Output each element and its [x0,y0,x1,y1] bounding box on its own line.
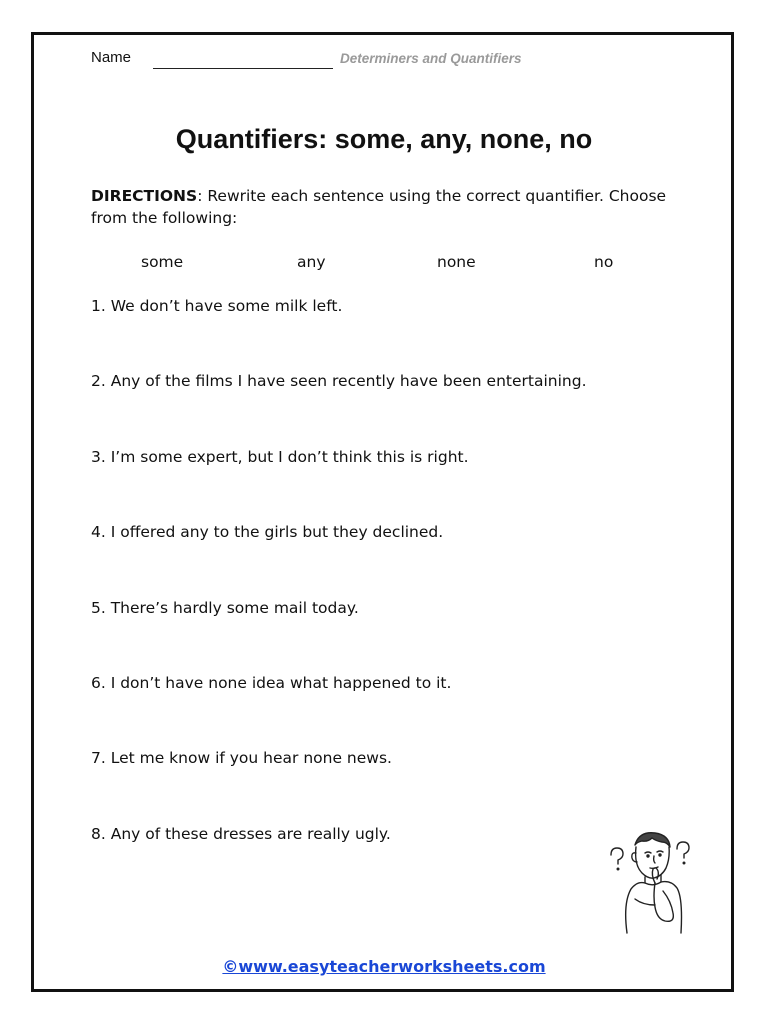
directions-text: : Rewrite each sentence using the correct quantifier. Choose from the following: [91,187,667,227]
choice-none: none [437,253,476,271]
name-line [153,68,333,69]
directions [91,185,691,229]
name-label: Name [91,49,132,66]
question-8: 8. Any of these dresses are really ugly. [91,825,391,843]
choice-no: no [594,253,614,271]
choice-some: some [141,253,184,271]
worksheet-topic: Determiners and Quantifiers [340,51,522,66]
question-2: 2. Any of the films I have seen recently have been entertaining. [91,372,587,390]
footer [0,957,768,976]
choice-any: any [297,253,326,271]
question-4: 4. I offered any to the girls but they declined. [91,523,444,541]
thinking-boy-icon [605,825,700,935]
question-5: 5. There’s hardly some mail today. [91,599,359,617]
question-7: 7. Let me know if you hear none news. [91,749,392,767]
worksheet-title: Quantifiers: some, any, none, no [175,124,593,154]
directions-label: DIRECTIONS [91,187,198,205]
question-6: 6. I don’t have none idea what happened to it. [91,674,452,692]
question-1: 1. We don’t have some milk left. [91,297,343,315]
question-3: 3. I’m some expert, but I don’t think this is right. [91,448,469,466]
website-link[interactable]: ©www.easyteacherworksheets.com [222,957,546,976]
